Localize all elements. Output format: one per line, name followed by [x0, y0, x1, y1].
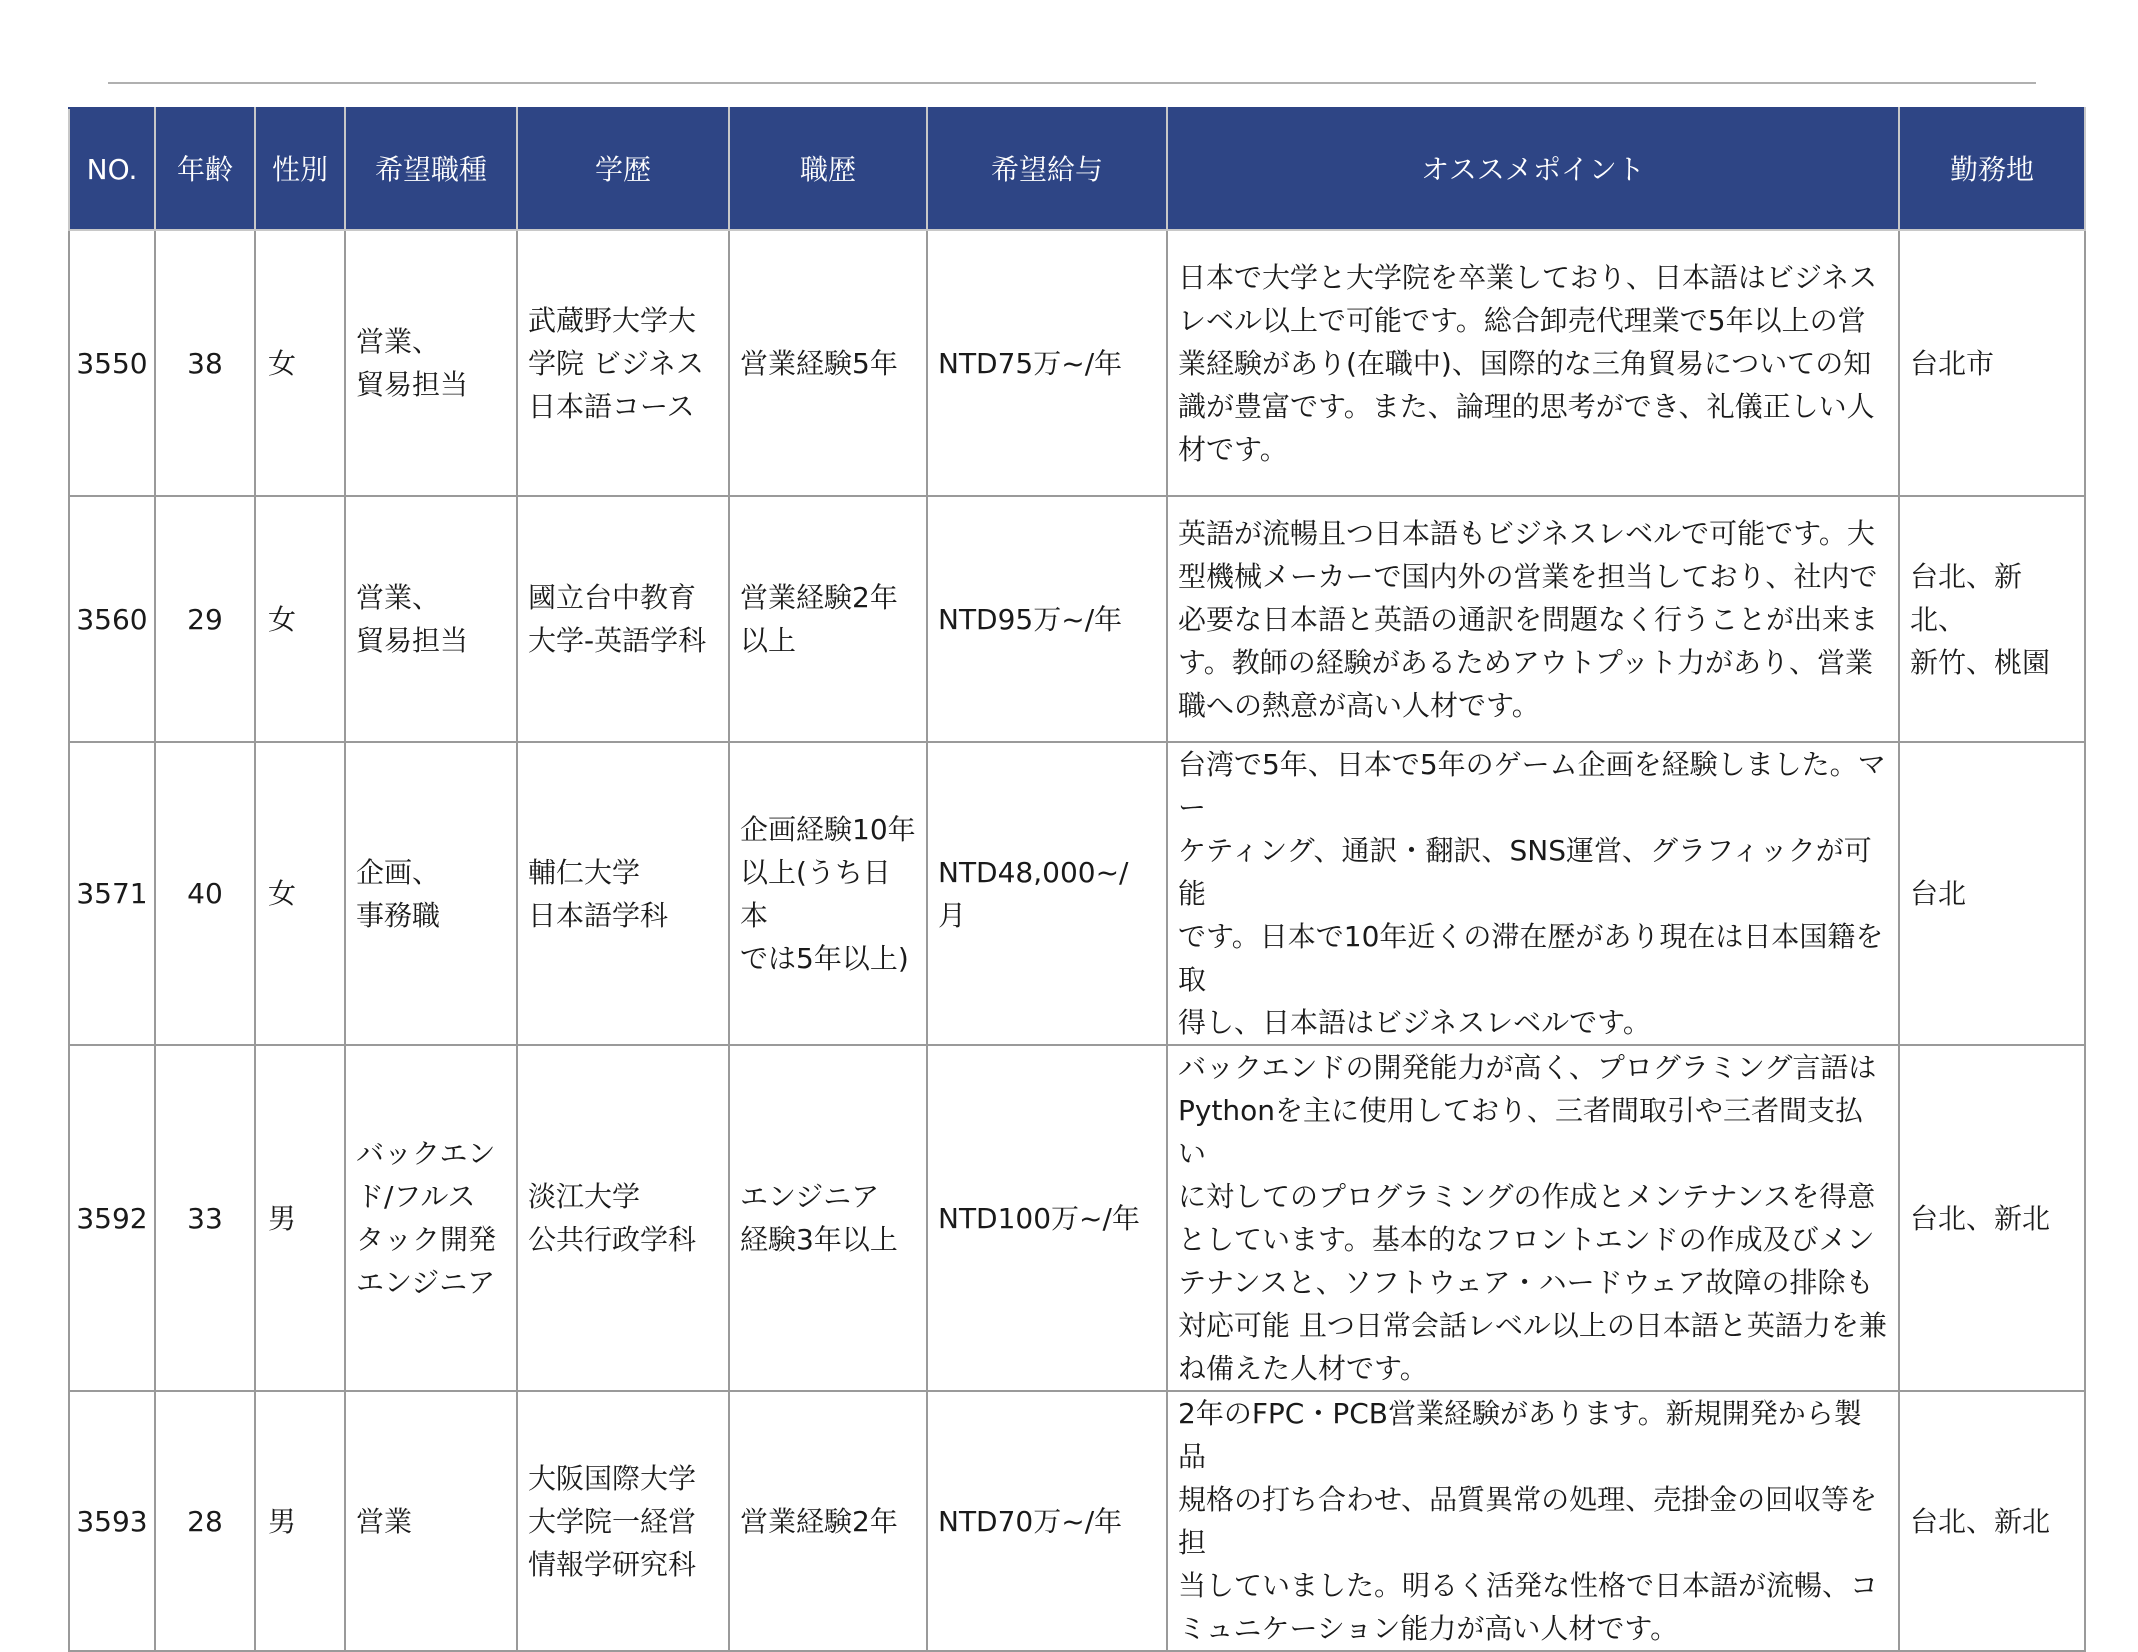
cell-location: 台北、新北 [1899, 1391, 2085, 1651]
cell-age: 28 [155, 1391, 255, 1651]
header-career: 職歴 [729, 108, 927, 230]
cell-salary: NTD70万~/年 [927, 1391, 1167, 1651]
table-row [69, 1045, 2085, 1391]
table-row [69, 1391, 2085, 1651]
header-sex: 性別 [255, 108, 345, 230]
cell-salary: NTD75万~/年 [927, 230, 1167, 496]
cell-sex: 男 [255, 1391, 345, 1651]
cell-education: 國立台中教育 大学-英語学科 [517, 496, 729, 742]
cell-age: 29 [155, 496, 255, 742]
table-header-row [69, 108, 2085, 230]
cell-job: バックエン ド/フルス タック開発 エンジニア [345, 1045, 517, 1391]
cell-job: 営業、 貿易担当 [345, 230, 517, 496]
cell-location: 台北、新北、 新竹、桃園 [1899, 496, 2085, 742]
cell-point: バックエンドの開発能力が高く、プログラミング言語は Pythonを主に使用しており、三者間取引や三者間支払い に対してのプログラミングの作成とメンテナンスを得意 としています。基本的なフロントエンドの作成及びメン テナンスと、ソフトウェア・ハードウェア故障の排除も 対応可能 且つ日常会話レベル以上の日本語と英語力を兼 ね備えた人材です。 [1167, 1045, 1899, 1391]
cell-location: 台北、新北 [1899, 1045, 2085, 1391]
cell-sex: 女 [255, 496, 345, 742]
header-job: 希望職種 [345, 108, 517, 230]
candidate-table [68, 107, 2086, 1652]
cell-career: 企画経験10年 以上(うち日本 では5年以上) [729, 742, 927, 1045]
table-row [69, 742, 2085, 1045]
cell-education: 淡江大学 公共行政学科 [517, 1045, 729, 1391]
cell-no: 3593 [69, 1391, 155, 1651]
header-point: オススメポイント [1167, 108, 1899, 230]
cell-no: 3560 [69, 496, 155, 742]
cell-career: 営業経験2年 [729, 1391, 927, 1651]
cell-career: 営業経験2年 以上 [729, 496, 927, 742]
cell-location: 台北 [1899, 742, 2085, 1045]
cell-sex: 女 [255, 742, 345, 1045]
cell-point: 2年のFPC・PCB営業経験があります。新規開発から製品 規格の打ち合わせ、品質異常の処理、売掛金の回収等を担 当していました。明るく活発な性格で日本語が流暢、コ ミュニケーション能力が高い人材です。 [1167, 1391, 1899, 1651]
cell-job: 企画、 事務職 [345, 742, 517, 1045]
cell-salary: NTD48,000~/月 [927, 742, 1167, 1045]
header-education: 学歴 [517, 108, 729, 230]
cell-sex: 男 [255, 1045, 345, 1391]
cell-age: 33 [155, 1045, 255, 1391]
header-age: 年齢 [155, 108, 255, 230]
cell-age: 40 [155, 742, 255, 1045]
cell-education: 輔仁大学 日本語学科 [517, 742, 729, 1045]
header-salary: 希望給与 [927, 108, 1167, 230]
top-divider [108, 82, 2036, 84]
header-no: NO. [69, 108, 155, 230]
cell-sex: 女 [255, 230, 345, 496]
cell-career: 営業経験5年 [729, 230, 927, 496]
cell-salary: NTD100万~/年 [927, 1045, 1167, 1391]
cell-location: 台北市 [1899, 230, 2085, 496]
cell-career: エンジニア 経験3年以上 [729, 1045, 927, 1391]
header-location: 勤務地 [1899, 108, 2085, 230]
cell-education: 大阪国際大学 大学院一経営 情報学研究科 [517, 1391, 729, 1651]
table-row [69, 496, 2085, 742]
cell-no: 3571 [69, 742, 155, 1045]
cell-salary: NTD95万~/年 [927, 496, 1167, 742]
cell-education: 武蔵野大学大 学院 ビジネス 日本語コース [517, 230, 729, 496]
cell-job: 営業、 貿易担当 [345, 496, 517, 742]
cell-age: 38 [155, 230, 255, 496]
cell-point: 英語が流暢且つ日本語もビジネスレベルで可能です。大 型機械メーカーで国内外の営業を担当しており、社内で 必要な日本語と英語の通訳を問題なく行うことが出来ま す。教師の経験があるためアウトプット力があり、営業 職への熱意が高い人材です。 [1167, 496, 1899, 742]
cell-point: 日本で大学と大学院を卒業しており、日本語はビジネス レベル以上で可能です。総合卸売代理業で5年以上の営 業経験があり(在職中)、国際的な三角貿易についての知 識が豊富です。また、論理的思考ができ、礼儀正しい人 材です。 [1167, 230, 1899, 496]
table-row [69, 230, 2085, 496]
cell-point: 台湾で5年、日本で5年のゲーム企画を経験しました。マー ケティング、通訳・翻訳、SNS運営、グラフィックが可能 です。日本で10年近くの滞在歴があり現在は日本国籍を取 得し、日本語はビジネスレベルです。 [1167, 742, 1899, 1045]
cell-no: 3550 [69, 230, 155, 496]
cell-no: 3592 [69, 1045, 155, 1391]
cell-job: 営業 [345, 1391, 517, 1651]
